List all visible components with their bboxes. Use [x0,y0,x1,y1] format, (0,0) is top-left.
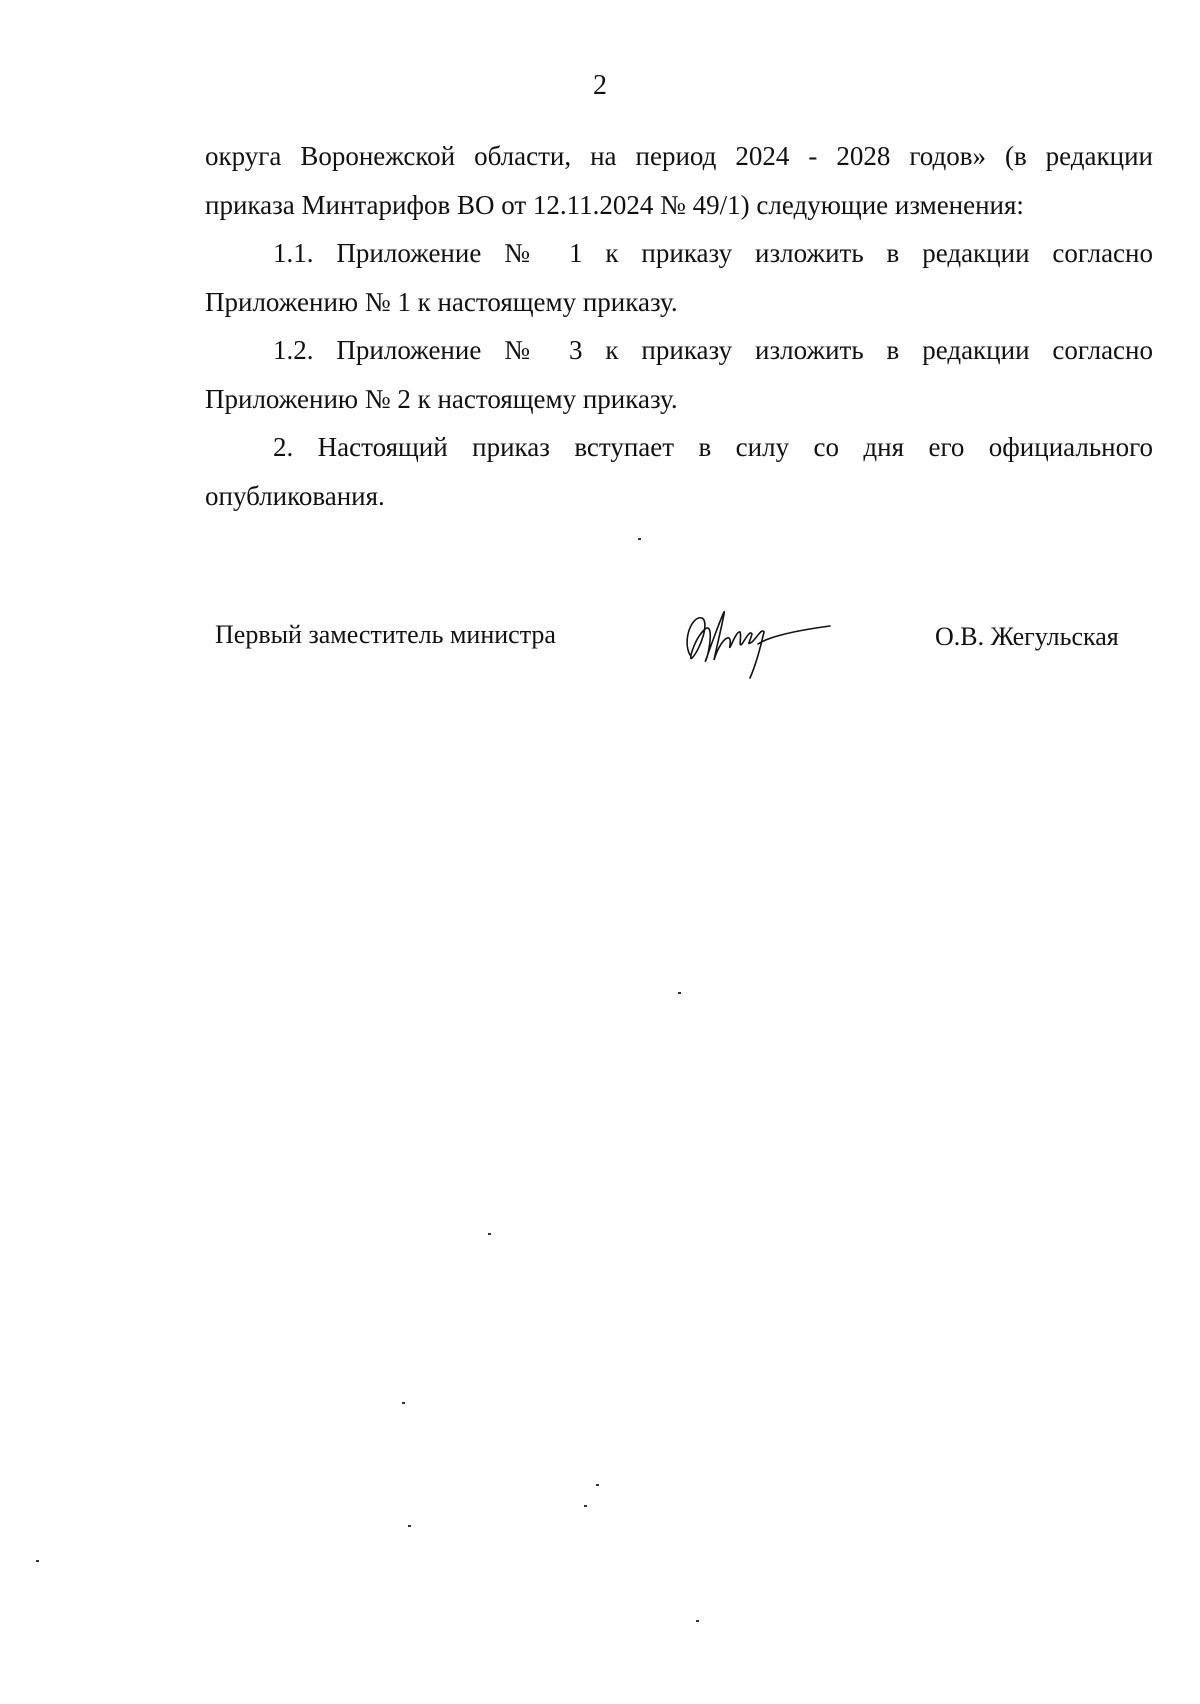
signatory-name: О.В. Жегульская [935,622,1119,651]
scan-speck [402,1402,405,1404]
handwritten-signature-icon [680,600,860,680]
paragraph-1-2-line2: Приложению № 2 к настоящему приказу. [205,383,678,414]
scan-speck [584,1505,587,1507]
paragraph-intro-line2: приказа Минтарифов ВО от 12.11.2024 № 49/1) следующие изменения: [205,189,1024,220]
document-body [205,132,1153,520]
scan-speck [36,1560,39,1562]
paragraph-2-line2: опубликования. [205,480,385,511]
scan-speck [638,538,641,540]
paragraph-2-line1: 2. Настоящий приказ вступает в силу со дня его официального [273,432,1153,462]
scan-speck [696,1620,699,1622]
signatory-title: Первый заместитель министра [215,620,556,649]
scan-speck [408,1525,411,1527]
paragraph-1-2-line1: 1.2. Приложение № 3 к приказу изложить в редакции согласно [273,335,1153,365]
page-number: 2 [593,70,607,101]
paragraph-intro-line1: округа Воронежской области, на период 2024 - 2028 годов» (в редакции [205,141,1153,171]
scan-speck [678,992,681,994]
scan-speck [596,1484,599,1486]
paragraph-1-1-line2: Приложению № 1 к настоящему приказу. [205,286,678,317]
paragraph-1-1-line1: 1.1. Приложение № 1 к приказу изложить в редакции согласно [273,238,1153,268]
scan-speck [488,1233,491,1235]
